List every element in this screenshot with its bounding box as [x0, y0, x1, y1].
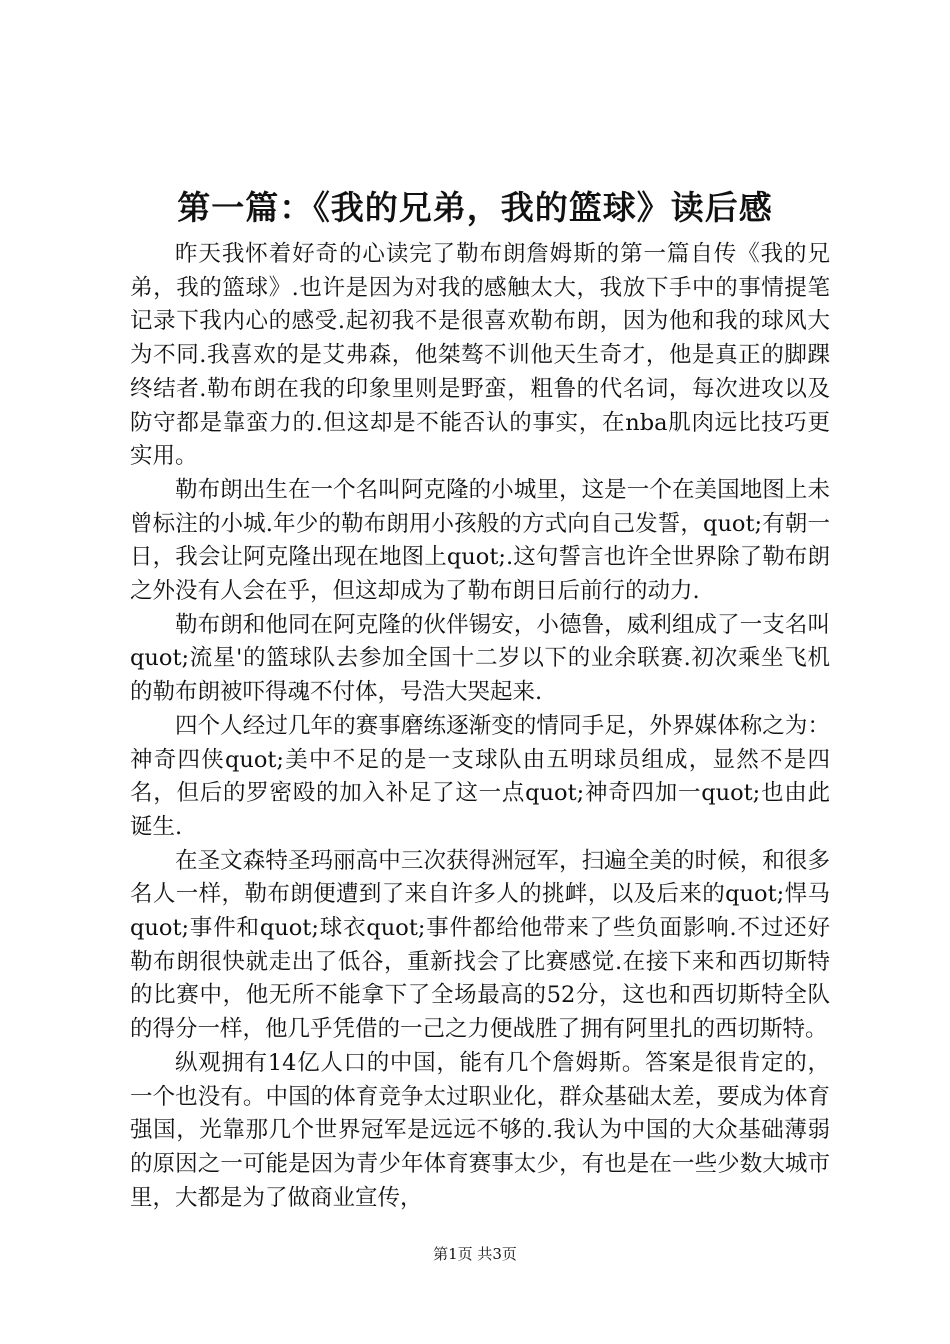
page-footer [0, 1242, 950, 1266]
paragraph: 勒布朗和他同在阿克隆的伙伴锡安，小德鲁，威利组成了一支名叫quot;流星'的篮球队去参加全国十二岁以下的业余联赛.初次乘坐飞机的勒布朗被吓得魂不付体，号浩大哭起来. [130, 611, 830, 706]
page-indicator: 第1页 共3页 [433, 1245, 517, 1263]
document-body [130, 238, 830, 1215]
paragraph: 在圣文森特圣玛丽高中三次获得洲冠军，扫遍全美的时候，和很多名人一样，勒布朗便遭到了来自许多人的挑衅，以及后来的quot;悍马quot;事件和quot;球衣quot;事件都给他带来了些负面影响.不过还好勒布朗很快就走出了低谷，重新找会了比赛感觉.在接下来和西切斯特的比赛中，他无所不能拿下了全场最高的52分，这也和西切斯特全队的得分一样，他几乎凭借的一己之力便战胜了拥有阿里扎的西切斯特。 [130, 847, 830, 1043]
paragraph: 勒布朗出生在一个名叫阿克隆的小城里，这是一个在美国地图上未曾标注的小城.年少的勒布朗用小孩般的方式向自己发誓，quot;有朝一日，我会让阿克隆出现在地图上quot;.这句誓言也许全世界除了勒布朗之外没有人会在乎，但这却成为了勒布朗日后前行的动力. [130, 476, 830, 605]
paragraph: 昨天我怀着好奇的心读完了勒布朗詹姆斯的第一篇自传《我的兄弟，我的篮球》.也许是因为对我的感触太大，我放下手中的事情提笔记录下我内心的感受.起初我不是很喜欢勒布朗，因为他和我的球风大为不同.我喜欢的是艾弗森，他桀骜不训他天生奇才，他是真正的脚踝终结者.勒布朗在我的印象里则是野蛮，粗鲁的代名词，每次进攻以及防守都是靠蛮力的.但这却是不能否认的事实，在nba肌肉远比技巧更实用。 [130, 241, 830, 470]
paragraph: 纵观拥有14亿人口的中国，能有几个詹姆斯。答案是很肯定的，一个也没有。中国的体育竞争太过职业化，群众基础太差，要成为体育强国，光靠那几个世界冠军是远远不够的.我认为中国的大众基础薄弱的原因之一可能是因为青少年体育赛事太少，有也是在一些少数大城市里，大都是为了做商业宣传， [130, 1049, 830, 1211]
paragraph: 四个人经过几年的赛事磨练逐渐变的情同手足，外界媒体称之为：神奇四侠quot;美中不足的是一支球队由五明球员组成，显然不是四名，但后的罗密殴的加入补足了这一点quot;神奇四加一quot;也由此诞生. [130, 712, 830, 840]
document-title: 第一篇：《我的兄弟，我的篮球》读后感 [177, 188, 773, 227]
